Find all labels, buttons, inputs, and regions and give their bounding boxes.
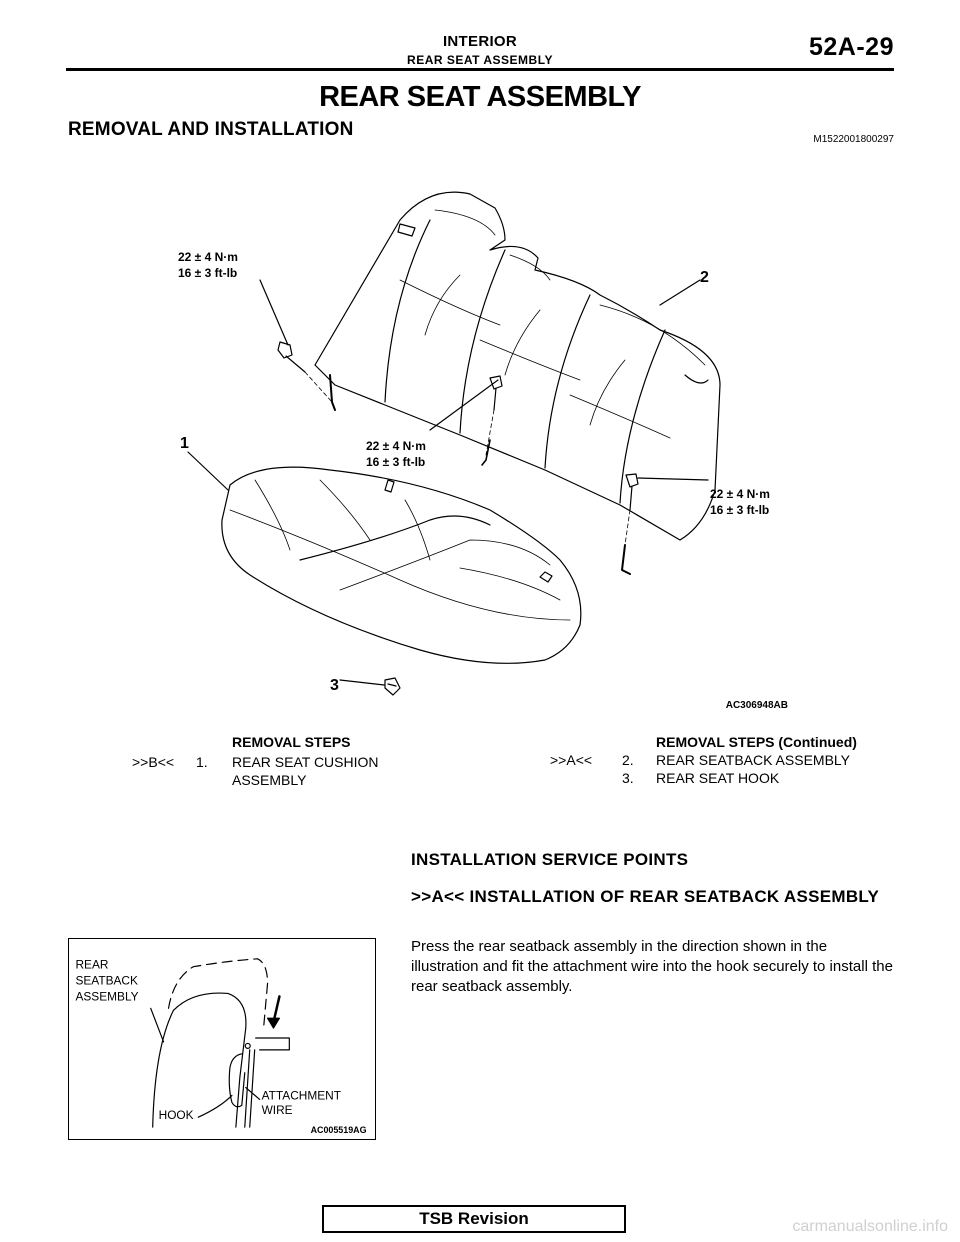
watermark: carmanualsonline.info [792,1218,948,1235]
seat-cushion-outline [222,467,581,663]
page-title: REAR SEAT ASSEMBLY [319,81,641,113]
torque-left-line2: 16 ± 3 ft-lb [178,266,238,280]
removal-steps-heading: REMOVAL STEPS [232,734,351,750]
torque-right-line2: 16 ± 3 ft-lb [710,503,770,517]
torque-left-line1: 22 ± 4 N·m [178,250,238,264]
rear-seat-illustration [160,180,800,715]
step-1-name: REAR SEAT CUSHION ASSEMBLY [232,754,379,788]
step-2-name: REAR SEATBACK ASSEMBLY [656,752,850,768]
header-subsection-title: REAR SEAT ASSEMBLY [407,53,553,67]
label-seatback: SEATBACK [75,973,138,988]
figure2-code: AC005519AG [310,1125,367,1136]
header-rule [66,68,894,71]
torque-center-line2: 16 ± 3 ft-lb [366,455,426,469]
hook-shape [229,1054,245,1107]
label-attachment: ATTACHMENT [261,1088,341,1103]
callout-3: 3 [330,677,339,694]
seatback-outline [315,192,720,540]
label-wire: WIRE [261,1103,293,1118]
step-1-service-tag: >>B<< [132,754,175,770]
torque-right-line1: 22 ± 4 N·m [710,487,770,501]
installation-service-points-heading: INSTALLATION SERVICE POINTS [411,850,689,869]
callout-2: 2 [700,269,709,286]
step-2-number: 2. [622,752,634,768]
tsb-revision-footer: TSB Revision [322,1205,626,1233]
step-1-number: 1. [196,754,208,770]
installation-subheading: >>A<< INSTALLATION OF REAR SEATBACK ASSEMBLY [411,887,880,906]
bolt-right [626,474,638,510]
document-code: M1522001800297 [813,134,894,145]
removal-steps-continued-heading: REMOVAL STEPS (Continued) [656,734,857,750]
header-section-title: INTERIOR [442,33,518,50]
installation-instructions: Press the rear seatback assembly in the direction shown in the illustration and fit the attachment wire into the hook securely to install the rear seatback assembly. [411,938,893,995]
seatback-hook-illustration [68,938,376,1140]
torque-center-line1: 22 ± 4 N·m [366,439,426,453]
callout-1: 1 [180,435,189,452]
label-assembly: ASSEMBLY [75,989,139,1004]
step-2-service-tag: >>A<< [550,752,593,768]
step-3-number: 3. [622,770,634,786]
bolt-left [278,342,305,372]
page-number: 52A-29 [809,33,894,61]
step-3-name: REAR SEAT HOOK [656,770,780,786]
label-rear: REAR [75,957,109,972]
section-heading: REMOVAL AND INSTALLATION [68,119,354,140]
figure1-code: AC306948AB [725,700,788,711]
label-hook: HOOK [158,1108,194,1123]
seat-hook [385,678,400,695]
